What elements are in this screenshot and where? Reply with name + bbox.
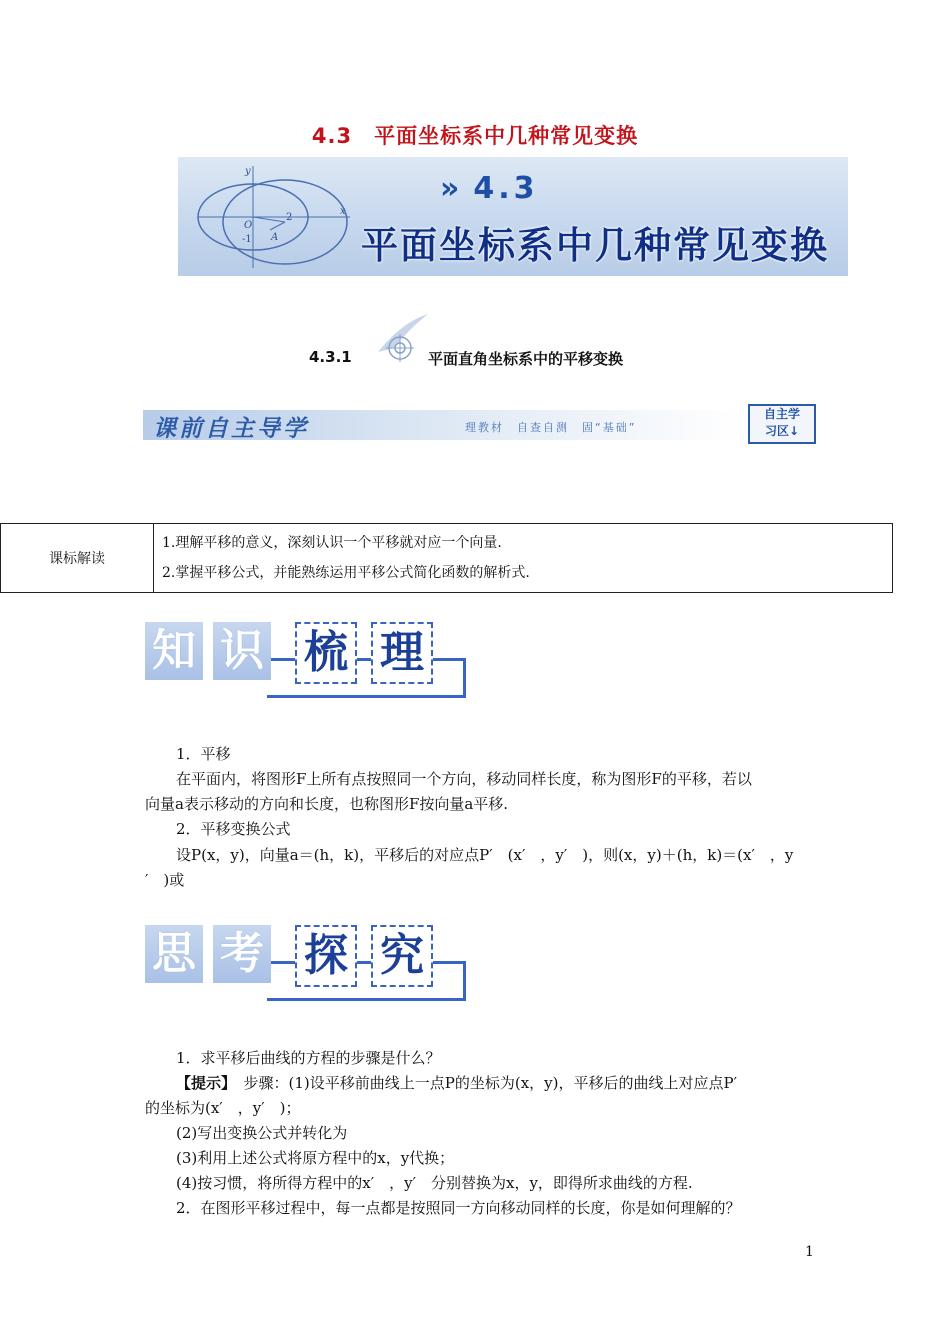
section-number: 4.3.1 bbox=[309, 348, 352, 366]
explore-hint-line bbox=[176, 1071, 737, 1096]
self-study-banner bbox=[143, 404, 815, 442]
x-axis-label: x bbox=[340, 206, 346, 217]
explore-question-1: 1．求平移后曲线的方程的步骤是什么？ bbox=[176, 1049, 441, 1067]
knowledge-paragraph-1b: 向量a表示移动的方向和长度，也称图形F按向量a平移. bbox=[145, 795, 509, 813]
knowledge-paragraph-2a: 设P(x，y)，向量a＝(h，k)，平移后的对应点P′ (x′ ，y′ )，则(x，y)＋(h，k)＝(x′ ，y bbox=[176, 846, 794, 864]
knowledge-paragraph-1a: 在平面内，将图形F上所有点按照同一个方向，移动同样长度，称为图形F的平移，若以 bbox=[176, 770, 752, 788]
heading-char-4: 理 bbox=[371, 622, 433, 684]
table-row bbox=[1, 524, 893, 593]
banner-heading: 平面坐标系中几种常见变换 bbox=[361, 224, 829, 267]
curriculum-standard-table bbox=[0, 523, 893, 593]
point-a-label: A bbox=[271, 232, 279, 243]
banner-number bbox=[440, 171, 539, 206]
hint-text-b: 的坐标为(x′ ，y′ )； bbox=[145, 1099, 301, 1117]
knowledge-heading bbox=[145, 622, 465, 694]
explore-heading bbox=[145, 925, 465, 997]
knowledge-paragraph-2b: ′ )或 bbox=[145, 871, 185, 889]
hint-step-4: (4)按习惯，将所得方程中的x′ ，y′ 分别替换为x，y，即得所求曲线的方程. bbox=[176, 1174, 693, 1192]
y-axis-label: y bbox=[245, 166, 251, 177]
minus-one-label: -1 bbox=[242, 234, 252, 245]
hint-step-3: (3)利用上述公式将原方程中的x，y代换； bbox=[176, 1149, 455, 1167]
self-study-tag-line2: 习区↓ bbox=[764, 424, 800, 438]
section-title: 平面直角坐标系中的平移变换 bbox=[428, 350, 624, 368]
table-content-cell bbox=[154, 524, 893, 593]
heading-char-1: 知 bbox=[145, 622, 203, 680]
heading-char-1: 思 bbox=[145, 925, 203, 983]
banner-number-text: 4.3 bbox=[473, 171, 539, 206]
heading-char-2: 识 bbox=[213, 622, 271, 680]
knowledge-heading-2: 2．平移变换公式 bbox=[176, 820, 291, 838]
self-study-tag-line1: 自主学 bbox=[763, 407, 800, 421]
origin-label: O bbox=[244, 220, 253, 231]
heading-char-3: 梳 bbox=[295, 622, 357, 684]
knowledge-heading-1: 1．平移 bbox=[176, 745, 231, 763]
hint-text-a: 步骤：(1)设平移前曲线上一点P的坐标为(x，y)，平移后的曲线上对应点P′ bbox=[228, 1074, 737, 1092]
heading-char-3: 探 bbox=[295, 925, 357, 987]
table-header-cell: 课标解读 bbox=[1, 524, 154, 593]
hint-step-2: (2)写出变换公式并转化为 bbox=[176, 1124, 348, 1142]
explore-question-2: 2．在图形平移过程中，每一点都是按照同一方向移动同样的长度，你是如何理解的？ bbox=[176, 1199, 741, 1217]
heading-char-2: 考 bbox=[213, 925, 271, 983]
standard-item-2: 2.掌握平移公式，并能熟练运用平移公式简化函数的解析式. bbox=[162, 565, 530, 581]
page-number: 1 bbox=[805, 1244, 814, 1260]
two-label: 2 bbox=[286, 212, 293, 223]
chapter-banner bbox=[178, 157, 848, 276]
self-study-tag bbox=[748, 404, 816, 444]
page-title: 4.3 平面坐标系中几种常见变换 bbox=[311, 124, 639, 148]
double-arrow-icon: » bbox=[440, 171, 464, 206]
hint-label: 【提示】 bbox=[176, 1074, 229, 1092]
standard-item-1: 1.理解平移的意义，深刻认识一个平移就对应一个向量. bbox=[162, 535, 502, 551]
ellipse-diagram bbox=[190, 162, 360, 272]
self-study-slogan: 理教材 自查自测 固“基础” bbox=[465, 421, 637, 434]
heading-char-4: 究 bbox=[371, 925, 433, 987]
self-study-label: 课前自主导学 bbox=[153, 416, 309, 442]
target-emblem-icon bbox=[372, 312, 432, 364]
